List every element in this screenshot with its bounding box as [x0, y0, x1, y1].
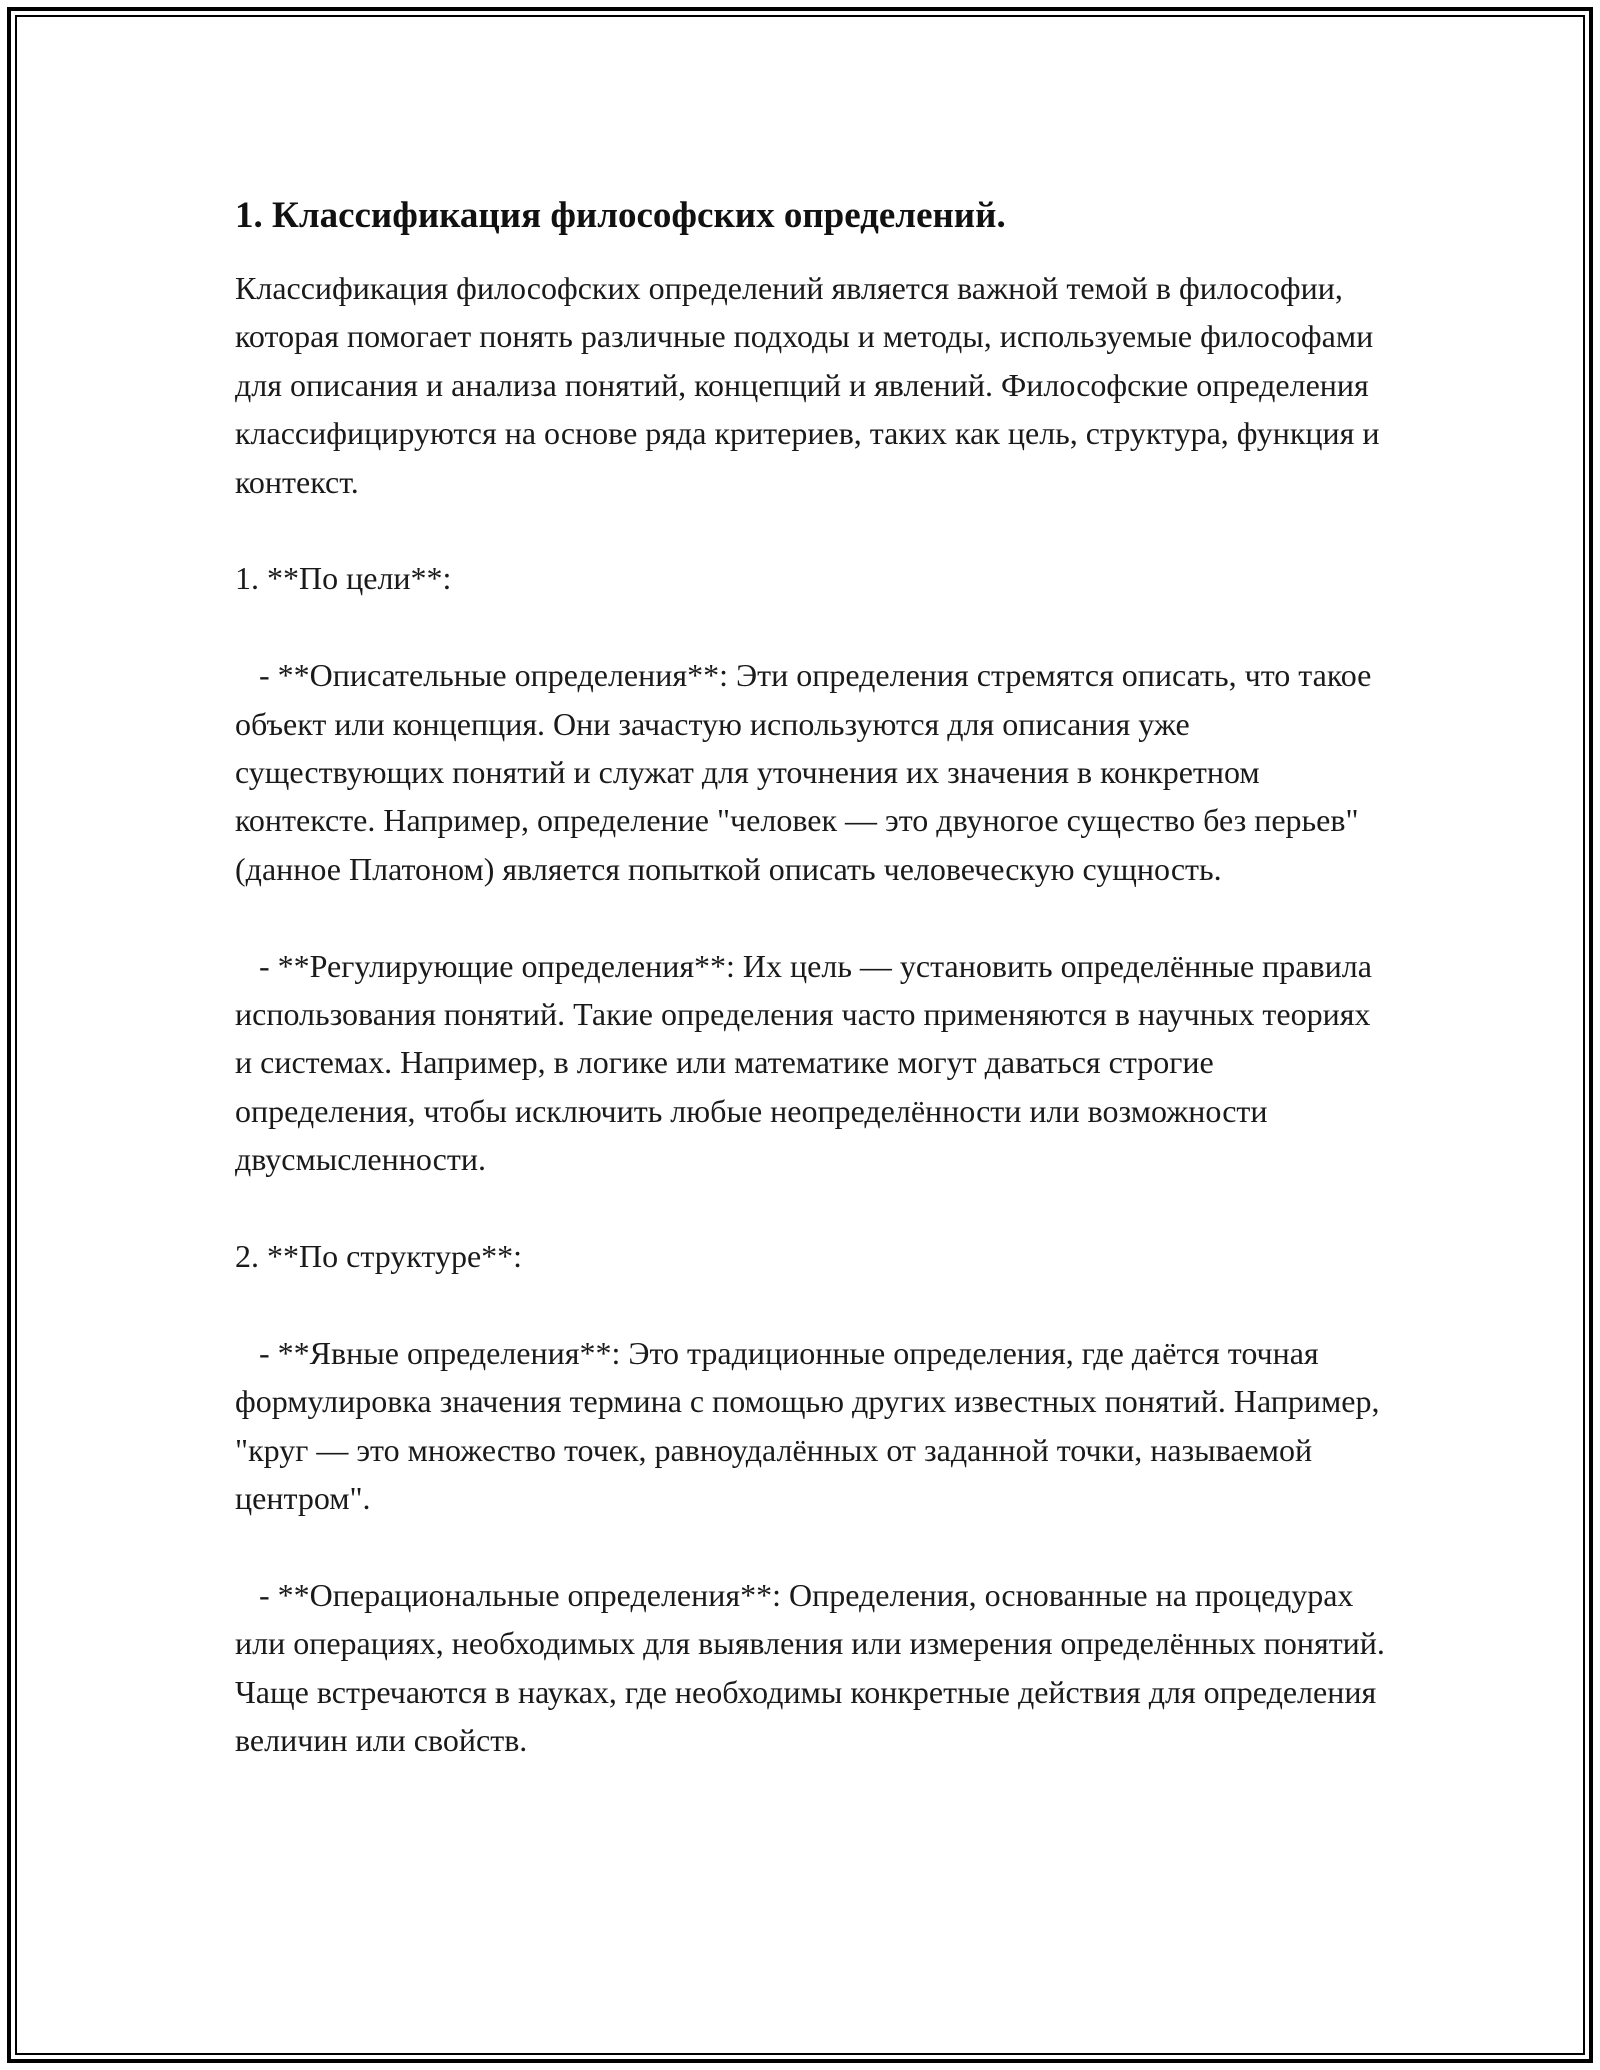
- paragraph-descriptive-definitions: - **Описательные определения**: Эти определения стремятся описать, что такое объект или концепция. Они зачастую используются для описания уже существующих понятий и служат для уточнения их значения в конкретном контексте. Например, определение "человек — это двуногое существо без перьев" (данное Платоном) является попыткой описать человеческую сущность.: [235, 657, 1380, 887]
- document-title: 1. Классификация философских определений.: [235, 195, 1006, 236]
- document-body: [235, 184, 1393, 1765]
- paragraph-explicit-definitions: - **Явные определения**: Это традиционные определения, где даётся точная формулировка значения термина с помощью других известных понятий. Например, "круг — это множество точек, равноудалённых от заданной точки, называемой центром".: [235, 1334, 1388, 1517]
- paragraph-operational-definitions: - **Операциональные определения**: Определения, основанные на процедурах или операциях, необходимых для выявления или измерения определённых понятий. Чаще встречаются в науках, где необходимы конкретные действия для определения величин или свойств.: [235, 1576, 1393, 1759]
- section-heading-purpose: 1. **По цели**:: [235, 560, 452, 597]
- intro-paragraph: Классификация философских определений является важной темой в философии, которая помогает понять различные подходы и методы, используемые философами для описания и анализа понятий, концепций и явлений. Философские определения классифицируются на основе ряда критериев, таких как цель, структура, функция и контекст.: [235, 270, 1388, 500]
- paragraph-regulating-definitions: - **Регулирующие определения**: Их цель — установить определённые правила использования понятий. Такие определения часто применяются в научных теориях и системах. Например, в логике или математике могут даваться строгие определения, чтобы исключить любые неопределённости или возможности двусмысленности.: [235, 947, 1380, 1178]
- section-heading-structure: 2. **По структуре**:: [235, 1238, 523, 1275]
